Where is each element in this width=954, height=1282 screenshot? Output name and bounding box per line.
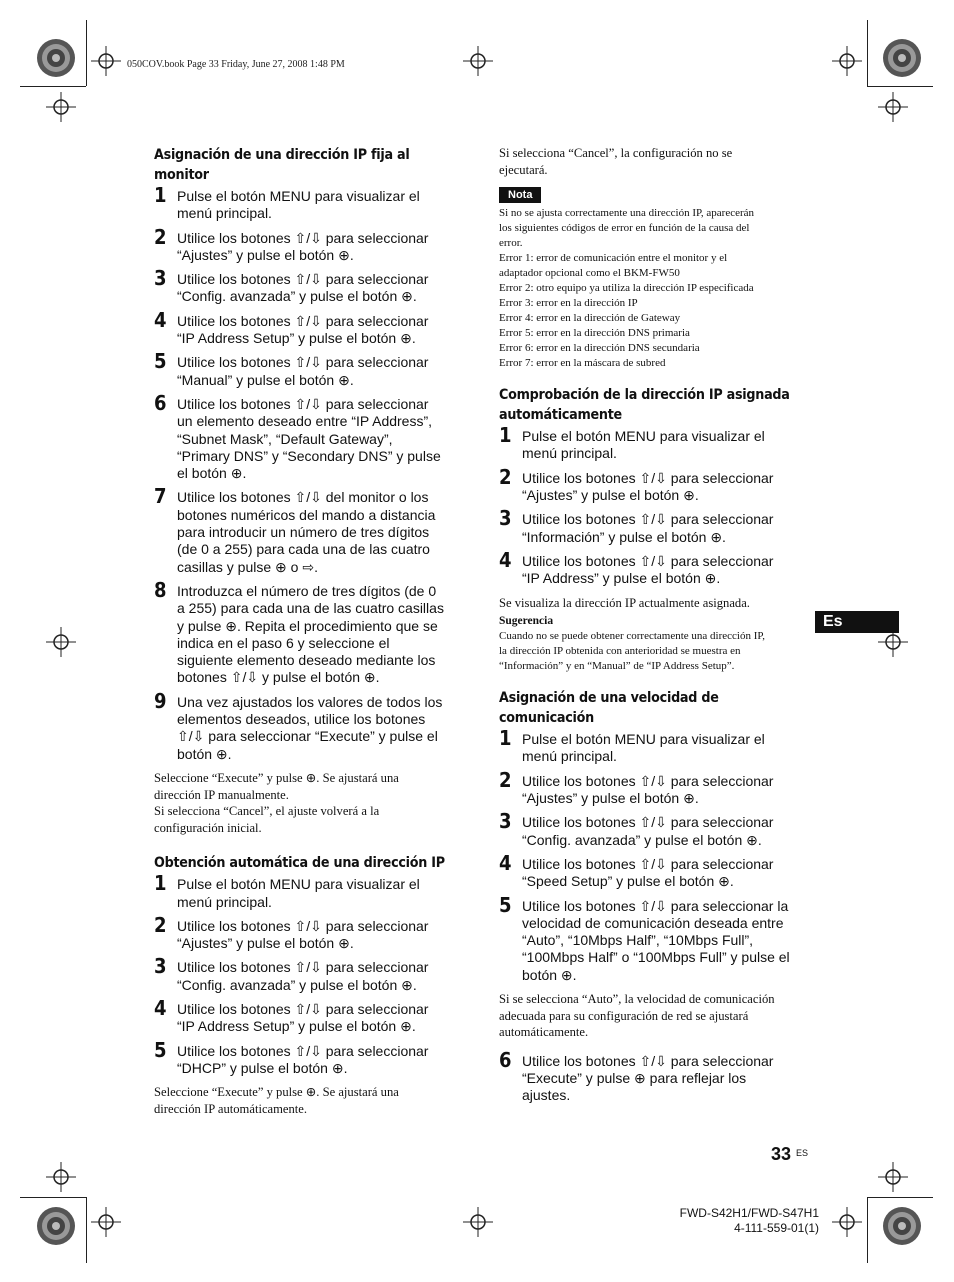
text-line: Error 1: error de comunicación entre el monitor y el — [499, 252, 728, 265]
step-line: menú principal. — [177, 893, 272, 910]
text-line: Comprobación de la dirección IP asignada — [499, 387, 790, 404]
step-line: botón ⊕. — [522, 966, 577, 983]
text-line: automáticamente. — [499, 1025, 589, 1040]
step-4 — [499, 547, 799, 588]
step-line: velocidad de comunicación deseada entre — [522, 914, 784, 931]
step-text — [522, 856, 799, 891]
step-line: “100Mbps Half” o “100Mbps Full” y pulse el — [522, 949, 790, 966]
step-1 — [499, 726, 799, 766]
step-number: 5 — [499, 892, 512, 917]
page-number-suffix: ES — [796, 1148, 809, 1158]
step-2 — [154, 912, 454, 953]
right-column — [499, 145, 799, 1112]
step-line: “Config. avanzada” y pulse el botón ⊕. — [177, 288, 417, 305]
step-text — [177, 959, 454, 994]
step-3 — [499, 809, 799, 849]
step-3 — [154, 954, 454, 994]
step-line: Utilice los botones ⇧/⇩ para seleccionar — [177, 1042, 429, 1059]
step-1 — [499, 423, 799, 463]
registration-mark-bottom-center — [463, 1207, 493, 1237]
step-number: 6 — [499, 1047, 512, 1072]
file-info: 050COV.book Page 33 Friday, June 27, 2008 1:48 PM — [127, 59, 345, 70]
text-line: monitor — [154, 167, 209, 183]
step-number: 3 — [154, 266, 167, 291]
registration-mark-top-left — [91, 46, 121, 76]
step-line: Utilice los botones ⇧/⇩ del monitor o los — [177, 489, 429, 506]
step-line: Utilice los botones ⇧/⇩ para seleccionar — [177, 312, 429, 329]
section-heading-fixed-ip — [154, 145, 453, 185]
speed-note — [499, 991, 799, 1041]
step-line: Utilice los botones ⇧/⇩ para seleccionar — [177, 271, 429, 288]
auto-ip-steps — [154, 871, 454, 1077]
language-tab: Es — [815, 611, 899, 633]
text-line: Si selecciona “Cancel”, la configuración no se — [499, 146, 733, 160]
step-number: 2 — [499, 767, 512, 792]
text-line: Error 3: error en la dirección IP — [499, 297, 638, 310]
step-line: Utilice los botones ⇧/⇩ para seleccionar — [522, 855, 774, 872]
rosette-mark-br — [882, 1206, 922, 1246]
registration-mark-left-middle — [46, 627, 76, 657]
step-line: Utilice los botones ⇧/⇩ para seleccionar — [177, 1001, 429, 1018]
step-line: “Primary DNS” y “Secondary DNS” y pulse — [177, 447, 441, 464]
text-line: comunicación — [499, 710, 594, 727]
step-number: 2 — [154, 224, 167, 249]
crop-line-tl-h — [20, 86, 86, 87]
step-9 — [154, 688, 454, 763]
step-line: elementos deseados, utilice los botones — [177, 711, 426, 728]
step-number: 1 — [499, 423, 512, 448]
step-line: “Config. avanzada” y pulse el botón ⊕. — [177, 976, 417, 993]
step-line: “Ajustes” y pulse el botón ⊕. — [522, 790, 699, 807]
rosette-mark-tl — [36, 38, 76, 78]
step-number: 5 — [154, 349, 167, 374]
step-line: indica en el paso 6 y seleccione el — [177, 634, 390, 651]
step-text — [177, 489, 454, 575]
step-text — [177, 694, 454, 763]
step-line: “Subnet Mask”, “Default Gateway”, — [177, 430, 393, 447]
step-text — [177, 230, 454, 265]
step-number: 4 — [499, 547, 512, 572]
text-line: Si selecciona “Cancel”, el ajuste volverá a la — [154, 804, 380, 819]
step-line: casillas y pulse ⊕ o ⇨. — [177, 558, 318, 575]
step-line: Utilice los botones ⇧/⇩ para seleccionar — [522, 1052, 774, 1069]
section-heading-check-ip — [499, 385, 798, 425]
step-line: Pulse el botón MENU para visualizar el — [522, 731, 765, 748]
step-line: “DHCP” y pulse el botón ⊕. — [177, 1059, 348, 1076]
text-line: adaptador opcional como el BKM-FW50 — [499, 267, 680, 280]
check-ip-note — [499, 595, 799, 612]
step-7 — [154, 484, 454, 575]
step-line: y pulse ⊕. Repita el procedimiento que se — [177, 617, 438, 634]
text-line: adecuada para su configuración de red se ajustará — [499, 1008, 749, 1023]
text-line: dirección IP manualmente. — [154, 787, 289, 802]
step-line: Utilice los botones ⇧/⇩ para seleccionar la — [522, 897, 789, 914]
step-line: menú principal. — [522, 445, 617, 462]
sugerencia-label: Sugerencia — [499, 615, 554, 628]
step-text — [522, 731, 799, 766]
crop-line-bl-v — [86, 1197, 87, 1263]
step-line: Utilice los botones ⇧/⇩ para seleccionar — [522, 814, 774, 831]
section-heading-speed — [499, 688, 798, 728]
text-line: ejecutará. — [499, 162, 548, 177]
step-text — [177, 271, 454, 306]
text-line: Cuando no se puede obtener correctamente una dirección IP, — [499, 630, 766, 643]
step-5 — [154, 349, 454, 389]
step-line: “IP Address” y pulse el botón ⊕. — [522, 570, 721, 587]
registration-mark-left-upper — [46, 92, 76, 122]
step-2 — [499, 767, 799, 808]
step-line: Utilice los botones ⇧/⇩ para seleccionar — [522, 772, 774, 789]
step-text — [522, 511, 799, 546]
step-1 — [154, 183, 454, 223]
step-line: a 255) para cada una de las cuatro casillas — [177, 600, 444, 617]
text-line: Error 4: error en la dirección de Gateway — [499, 312, 681, 325]
step-line: ajustes. — [522, 1087, 571, 1104]
step-line: Pulse el botón MENU para visualizar el — [177, 188, 420, 204]
step-line: “Speed Setup” y pulse el botón ⊕. — [522, 873, 734, 890]
step-text — [522, 1053, 799, 1105]
step-number: 3 — [499, 506, 512, 531]
step-line: un elemento deseado entre “IP Address”, — [177, 413, 433, 430]
text-line: automáticamente — [499, 407, 622, 424]
text-line: Seleccione “Execute” y pulse ⊕. Se ajustará una — [154, 770, 399, 785]
step-line: menú principal. — [177, 205, 272, 222]
registration-mark-top-right — [832, 46, 862, 76]
step-number: 2 — [154, 912, 167, 937]
text-line: Seleccione “Execute” y pulse ⊕. Se ajustará una — [154, 1085, 399, 1100]
step-number: 7 — [154, 484, 167, 509]
step-number: 3 — [154, 954, 167, 979]
step-line: para introducir un número de tres dígitos — [177, 524, 430, 541]
registration-mark-left-lower — [46, 1162, 76, 1192]
step-line: el botón ⊕. — [177, 465, 247, 482]
step-line: Pulse el botón MENU para visualizar el — [522, 428, 765, 445]
step-text — [522, 773, 799, 808]
step-number: 5 — [154, 1037, 167, 1062]
nota-error-list — [499, 206, 799, 371]
step-5 — [499, 892, 799, 984]
step-line: Utilice los botones ⇧/⇩ para seleccionar — [522, 511, 774, 528]
registration-mark-right-lower — [878, 1162, 908, 1192]
step-line: botones numéricos del mando a distancia — [177, 506, 436, 523]
step-text — [177, 1001, 454, 1036]
step-line: Utilice los botones ⇧/⇩ para seleccionar — [177, 917, 429, 934]
step-line: Utilice los botones ⇧/⇩ para seleccionar — [522, 552, 774, 569]
nota-badge: Nota — [499, 187, 541, 203]
text-line: error. — [499, 237, 523, 250]
step-text — [177, 1043, 454, 1078]
step-5 — [154, 1037, 454, 1078]
step-line: Pulse el botón MENU para visualizar el — [177, 876, 420, 893]
step-6 — [499, 1047, 799, 1105]
cancel-note — [499, 145, 799, 178]
registration-mark-bottom-left — [91, 1207, 121, 1237]
step-line: “Execute” y pulse ⊕ para reflejar los — [522, 1070, 747, 1087]
step-1 — [154, 871, 454, 911]
registration-mark-bottom-right — [832, 1207, 862, 1237]
step-number: 1 — [154, 871, 167, 896]
step-number: 3 — [499, 809, 512, 834]
step-number: 8 — [154, 577, 167, 602]
step-text — [177, 354, 454, 389]
sugerencia-text — [499, 629, 799, 674]
step-text — [522, 898, 799, 984]
step-number: 1 — [154, 183, 167, 207]
model-info — [680, 1206, 819, 1236]
step-4 — [154, 996, 454, 1036]
text-line: los siguientes códigos de error en función de la causa del — [499, 222, 750, 235]
text-line: configuración inicial. — [154, 820, 262, 835]
step-2 — [499, 464, 799, 505]
step-text — [177, 313, 454, 348]
crop-line-br-v — [867, 1197, 868, 1263]
left-column — [154, 145, 454, 1120]
step-text — [177, 918, 454, 953]
step-line: “Información” y pulse el botón ⊕. — [522, 528, 726, 545]
step-number: 4 — [499, 850, 512, 875]
step-line: Utilice los botones ⇧/⇩ para seleccionar — [177, 354, 429, 371]
speed-steps-a — [499, 726, 799, 984]
model-name: FWD-S42H1/FWD-S47H1 — [679, 1206, 819, 1220]
step-line: Utilice los botones ⇧/⇩ para seleccionar — [522, 469, 774, 486]
text-line: Error 2: otro equipo ya utiliza la dirección IP especificada — [499, 282, 754, 295]
step-line: menú principal. — [522, 748, 617, 765]
step-text — [177, 583, 454, 687]
step-8 — [154, 577, 454, 687]
registration-mark-right-upper — [878, 92, 908, 122]
step-line: botón ⊕. — [177, 745, 232, 762]
step-3 — [499, 506, 799, 546]
fixed-ip-note — [154, 770, 454, 836]
step-line: siguiente elemento deseado mediante los — [177, 652, 436, 669]
text-line: Se visualiza la dirección IP actualmente asignada. — [499, 595, 750, 610]
section-heading-auto-ip — [154, 853, 453, 873]
text-line: Si no se ajusta correctamente una dirección IP, aparecerán — [499, 207, 755, 220]
crop-line-tl-v — [86, 20, 87, 86]
crop-line-tr-v — [867, 20, 868, 86]
step-text — [522, 470, 799, 505]
step-text — [177, 396, 454, 482]
step-6 — [154, 390, 454, 482]
step-line: “Ajustes” y pulse el botón ⊕. — [522, 487, 699, 504]
step-line: “IP Address Setup” y pulse el botón ⊕. — [177, 330, 416, 347]
step-number: 6 — [154, 390, 167, 415]
text-line: “Información” y en “Manual” de “IP Address Setup”. — [499, 660, 735, 673]
registration-mark-top-center — [463, 46, 493, 76]
crop-line-bl-h — [20, 1197, 86, 1198]
step-4 — [499, 850, 799, 891]
step-number: 1 — [499, 726, 512, 751]
step-2 — [154, 224, 454, 265]
step-line: “Config. avanzada” y pulse el botón ⊕. — [522, 831, 762, 848]
text-line: la dirección IP obtenida con anterioridad se muestra en — [499, 645, 741, 658]
step-line: “IP Address Setup” y pulse el botón ⊕. — [177, 1018, 416, 1035]
page-number: 33 — [771, 1144, 792, 1164]
step-line: Utilice los botones ⇧/⇩ para seleccionar — [177, 395, 429, 412]
step-line: “Auto”, “10Mbps Half”, “10Mbps Full”, — [522, 932, 754, 949]
text-line: Si se selecciona “Auto”, la velocidad de comunicación — [499, 992, 775, 1007]
check-ip-steps — [499, 423, 799, 587]
step-line: botones ⇧/⇩ y pulse el botón ⊕. — [177, 669, 380, 686]
step-text — [522, 428, 799, 463]
step-line: Utilice los botones ⇧/⇩ para seleccionar — [177, 959, 429, 976]
step-text — [522, 814, 799, 849]
step-number: 4 — [154, 996, 167, 1021]
text-line: Error 5: error en la dirección DNS primaria — [499, 327, 690, 340]
part-number: 4-111-559-01(1) — [734, 1221, 819, 1235]
text-line: Error 7: error en la máscara de subred — [499, 357, 666, 370]
step-number: 2 — [499, 464, 512, 489]
step-line: Introduzca el número de tres dígitos (de 0 — [177, 582, 437, 599]
step-number: 9 — [154, 688, 167, 713]
step-4 — [154, 307, 454, 348]
speed-steps-b — [499, 1047, 799, 1105]
text-line: Obtención automática de una dirección IP — [154, 855, 445, 872]
auto-ip-note — [154, 1084, 454, 1117]
text-line: dirección IP automáticamente. — [154, 1101, 308, 1116]
step-line: Una vez ajustados los valores de todos los — [177, 693, 443, 710]
step-line: (de 0 a 255) para cada una de las cuatro — [177, 541, 430, 558]
step-line: Utilice los botones ⇧/⇩ para seleccionar — [177, 229, 429, 246]
rosette-mark-tr — [882, 38, 922, 78]
step-line: “Ajustes” y pulse el botón ⊕. — [177, 935, 354, 952]
fixed-ip-steps — [154, 183, 454, 763]
text-line: Error 6: error en la dirección DNS secundaria — [499, 342, 700, 355]
step-text — [522, 553, 799, 588]
text-line: Asignación de una velocidad de — [499, 690, 719, 707]
rosette-mark-bl — [36, 1206, 76, 1246]
step-text — [177, 188, 454, 223]
step-line: “Manual” y pulse el botón ⊕. — [177, 371, 354, 388]
step-line: ⇧/⇩ para seleccionar “Execute” y pulse el — [177, 728, 438, 745]
crop-line-tr-h — [867, 86, 933, 87]
crop-line-br-h — [867, 1197, 933, 1198]
step-line: “Ajustes” y pulse el botón ⊕. — [177, 246, 354, 263]
step-number: 4 — [154, 307, 167, 332]
step-text — [177, 876, 454, 911]
step-3 — [154, 266, 454, 306]
text-line: Asignación de una dirección IP fija al — [154, 147, 410, 163]
